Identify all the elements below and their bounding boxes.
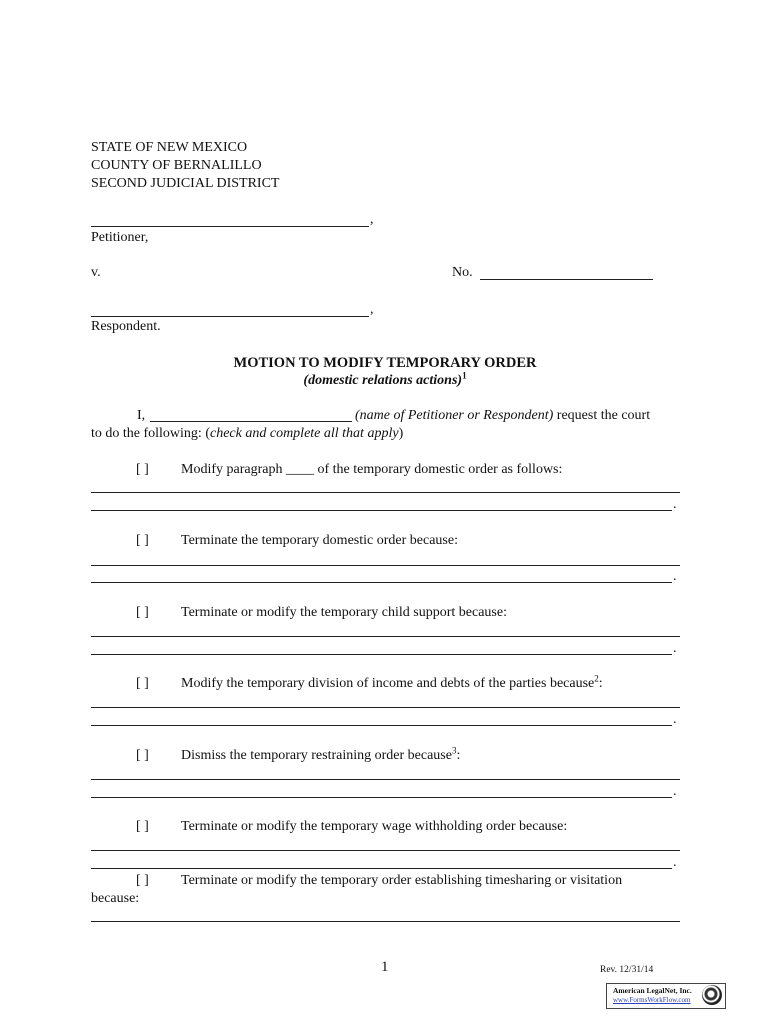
document-subtitle — [0, 372, 770, 390]
option-suffix: : — [456, 748, 461, 763]
subtitle-text: (domestic relations actions) — [303, 373, 463, 388]
respondent-comma: , — [370, 302, 374, 317]
petitioner-name-line[interactable] — [91, 226, 369, 227]
option-continuation: because: — [91, 891, 140, 906]
document-title: MOTION TO MODIFY TEMPORARY ORDER — [233, 355, 537, 371]
option-answer-line[interactable] — [91, 582, 672, 583]
option-checkbox[interactable]: [ ] — [136, 605, 149, 620]
option-text: Terminate or modify the temporary wage withholding order because: — [181, 819, 568, 834]
footnote-marker-2: 2 — [594, 673, 599, 684]
party-name-hint: (name of Petitioner or Respondent) — [355, 408, 554, 423]
option-checkbox[interactable]: [ ] — [136, 676, 149, 691]
option-answer-line[interactable] — [91, 565, 680, 566]
state-heading: STATE OF NEW MEXICO — [91, 140, 248, 155]
line-end-period: . — [673, 712, 677, 727]
intro-line2-a: to do the following: ( — [91, 426, 210, 441]
option-checkbox[interactable]: [ ] — [136, 533, 149, 548]
option-checkbox[interactable]: [ ] — [136, 819, 149, 834]
option-checkbox[interactable]: [ ] — [136, 462, 149, 477]
versus-label: v. — [91, 265, 101, 280]
respondent-label: Respondent. — [91, 319, 161, 334]
line-end-period: . — [673, 855, 677, 870]
publisher-badge — [606, 983, 726, 1009]
option-answer-line[interactable] — [91, 510, 672, 511]
option-answer-line[interactable] — [91, 725, 672, 726]
publisher-name: American LegalNet, Inc. — [613, 986, 692, 995]
line-end-period: . — [673, 569, 677, 584]
respondent-name-line[interactable] — [91, 316, 369, 317]
option-answer-line[interactable] — [91, 779, 680, 780]
option-checkbox[interactable]: [ ] — [136, 873, 149, 888]
page-number: 1 — [381, 959, 389, 975]
intro-i: I, — [137, 408, 146, 423]
option-text-body: Modify the temporary division of income and debts of the parties because — [181, 676, 595, 691]
intro-line2-hint: check and complete all that apply — [210, 426, 399, 441]
option-answer-line[interactable] — [91, 636, 680, 637]
publisher-link[interactable]: www.FormsWorkFlow.com — [613, 996, 691, 1004]
option-text — [181, 747, 460, 765]
option-text-body: Dismiss the temporary restraining order because — [181, 748, 452, 763]
intro-request — [355, 407, 650, 425]
footnote-marker-1: 1 — [462, 370, 467, 381]
option-answer-line[interactable] — [91, 850, 680, 851]
intro-line-2 — [91, 425, 403, 443]
case-number-label: No. — [452, 265, 473, 280]
line-end-period: . — [673, 784, 677, 799]
option-answer-line[interactable] — [91, 868, 672, 869]
petitioner-comma: , — [370, 212, 374, 227]
option-text — [181, 675, 603, 693]
option-text: Terminate or modify the temporary child support because: — [181, 605, 507, 620]
publisher-seal-icon — [702, 985, 722, 1005]
option-answer-line[interactable] — [91, 921, 680, 922]
option-answer-line[interactable] — [91, 797, 672, 798]
county-heading: COUNTY OF BERNALILLO — [91, 158, 262, 173]
petitioner-label: Petitioner, — [91, 230, 149, 245]
option-text: Terminate the temporary domestic order because: — [181, 533, 458, 548]
line-end-period: . — [673, 497, 677, 512]
option-answer-line[interactable] — [91, 707, 680, 708]
option-suffix: : — [598, 676, 603, 691]
option-answer-line[interactable] — [91, 492, 680, 493]
option-text: Terminate or modify the temporary order establishing timesharing or visitation — [181, 873, 623, 888]
footnote-marker-3: 3 — [451, 745, 457, 756]
option-answer-line[interactable] — [91, 654, 672, 655]
party-name-line[interactable] — [150, 421, 352, 422]
line-end-period: . — [673, 641, 677, 656]
request-text: request the court — [556, 408, 651, 423]
revision-date: Rev. 12/31/14 — [600, 965, 654, 975]
case-number-line[interactable] — [480, 279, 653, 280]
intro-line2-b: ) — [398, 426, 404, 441]
option-checkbox[interactable]: [ ] — [136, 748, 149, 763]
option-text: Modify paragraph ____ of the temporary domestic order as follows: — [181, 462, 563, 477]
district-heading: SECOND JUDICIAL DISTRICT — [91, 176, 280, 191]
